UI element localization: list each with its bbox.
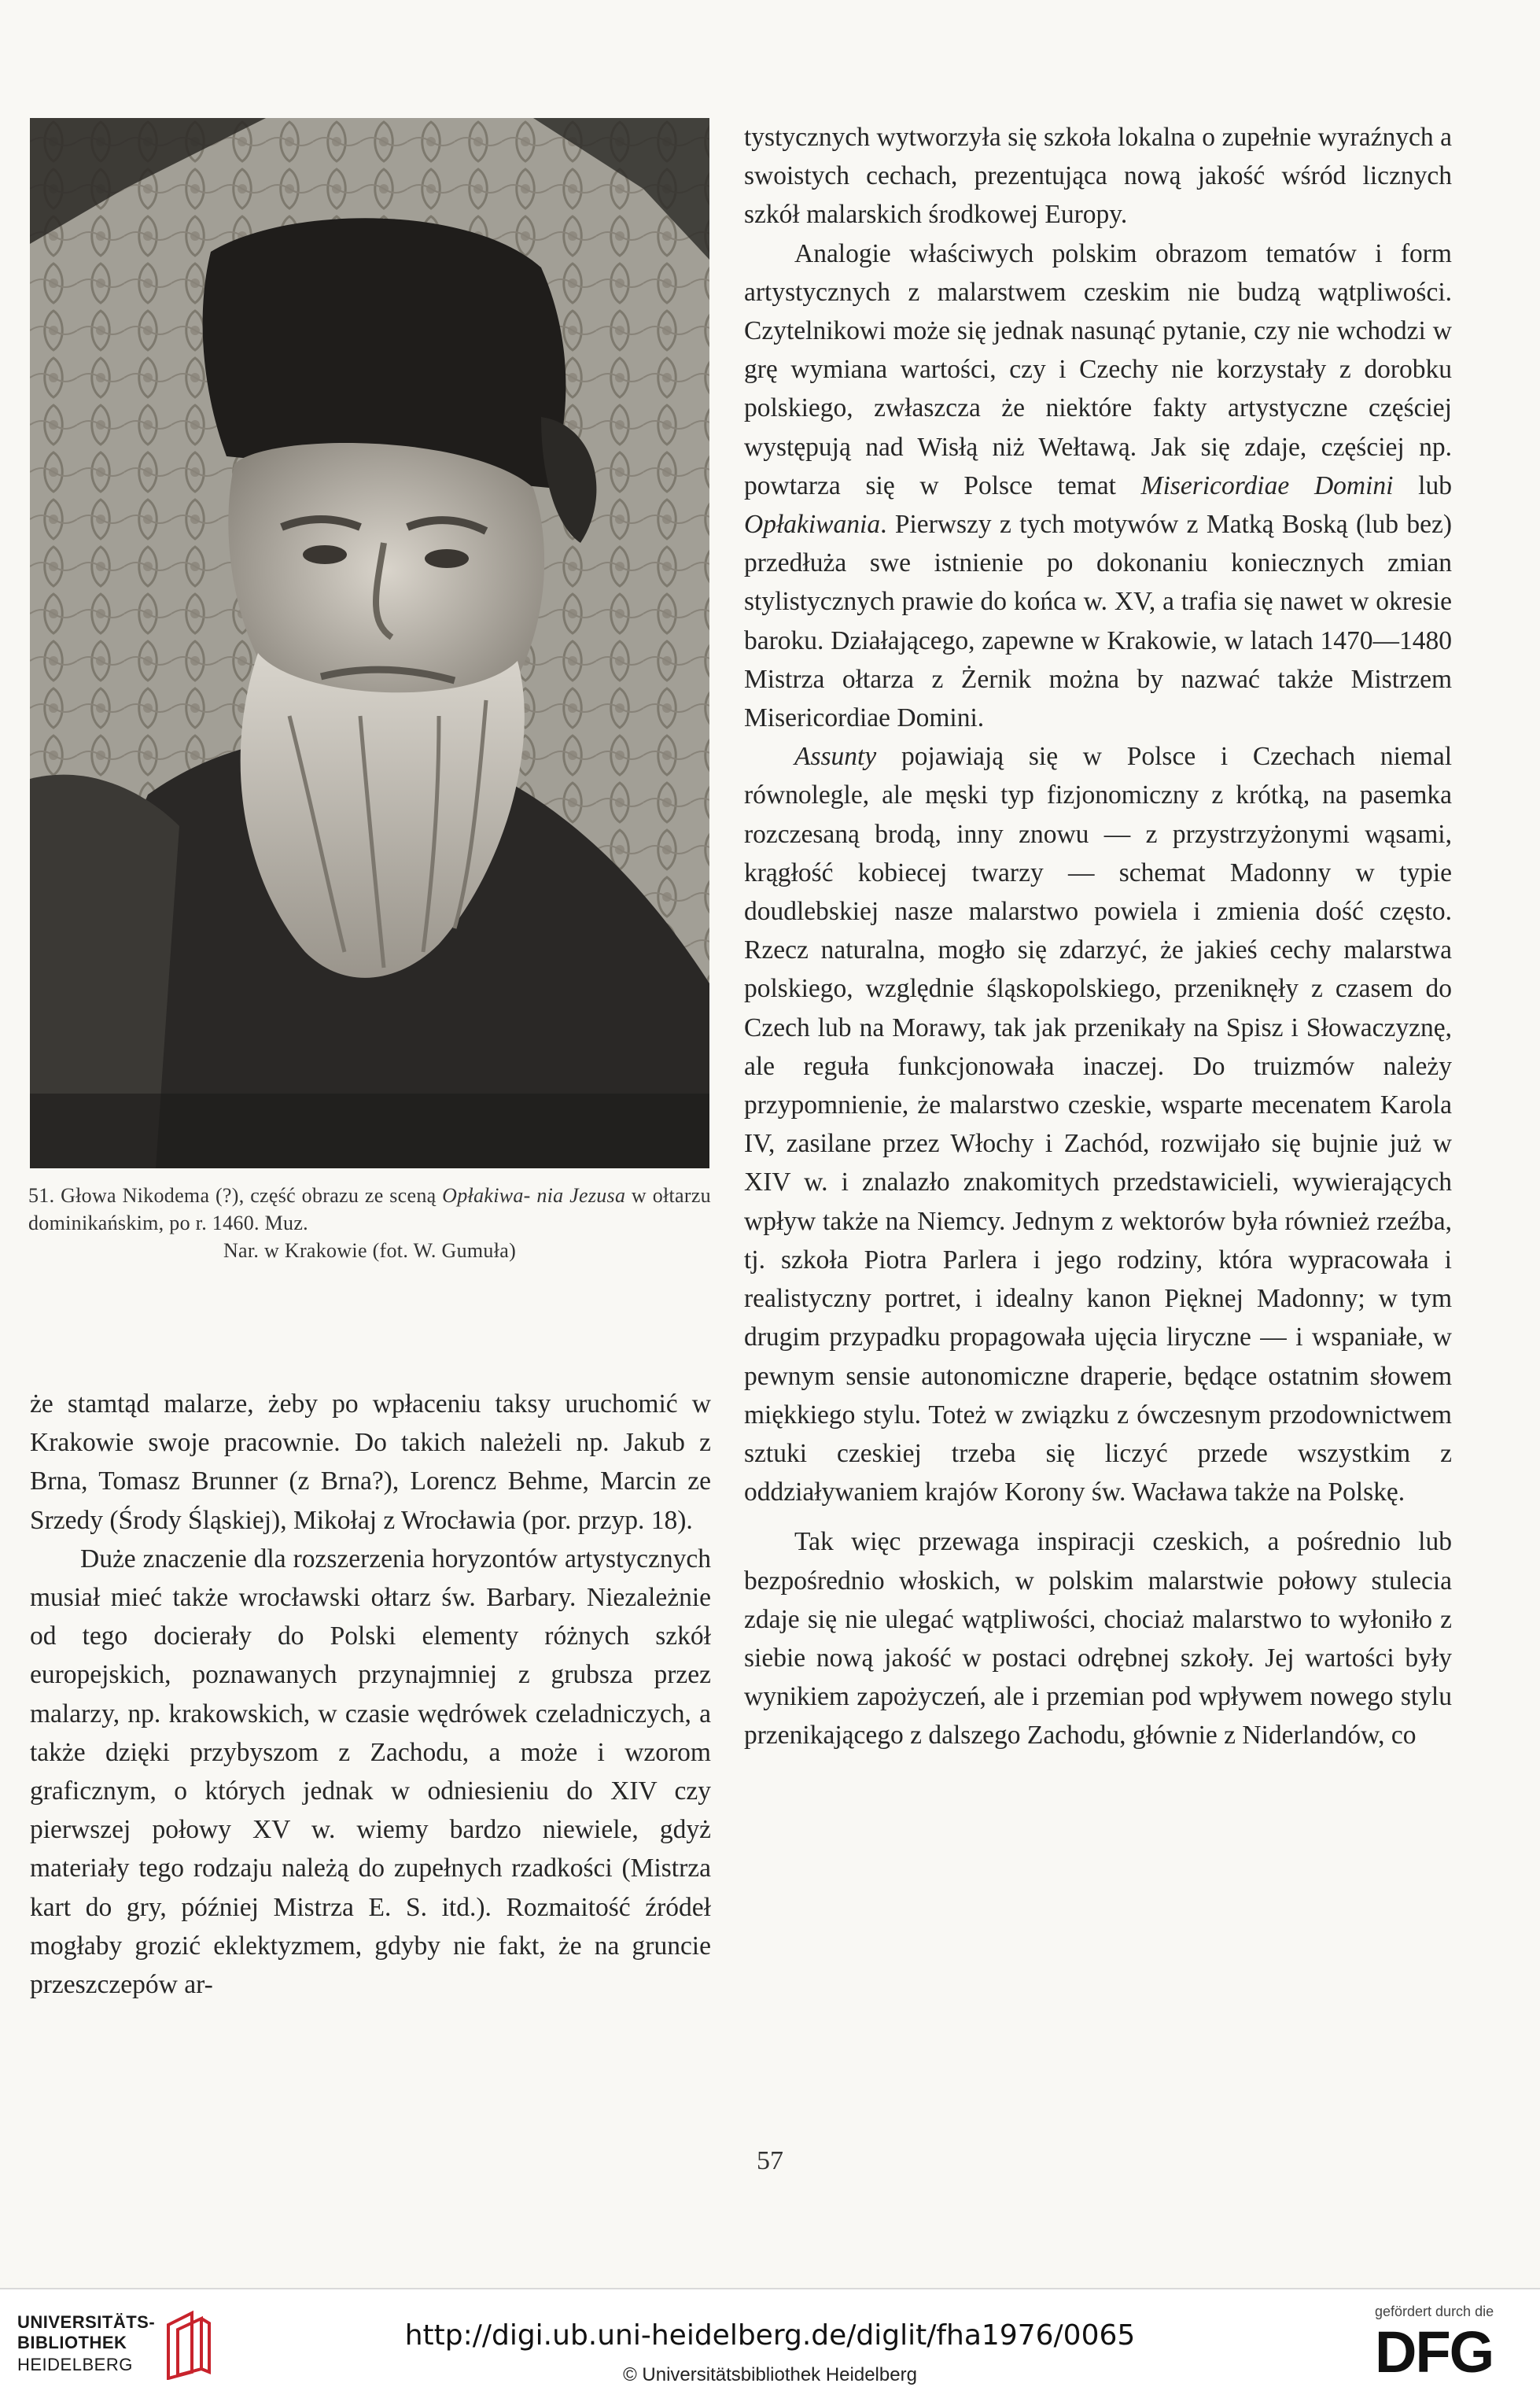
dfg-logo[interactable]: DFG — [1375, 2319, 1494, 2385]
right-paragraph-1: tystycznych wytworzyła się szkoła lokalna o zupełnie wyraźnych a swoistych cechach, prezentująca nową jakość wśród licznych szkół malarskich środkowej Europy. — [744, 123, 1452, 230]
right-text-column — [744, 118, 1452, 1755]
right-paragraph-3 — [744, 737, 1452, 1511]
caption-italic-1: Opłakiwa- — [442, 1184, 531, 1207]
right-paragraph-3-text: pojawiają się w Polsce i Czechach niemal równolegle, ale męski typ fizjonomiczny z krótką, na pasemka rozczesaną brodą, inny znowu — z przystrzyżonymi wąsami, krągłość kobiecej twarzy — schemat Madonny w typie doudlebskiej nasze malarstwo powiela i zmienia dość często. Rzecz naturalna, mogło się zdarzyć, że jakieś cechy malarstwa polskiego, względnie śląskopolskiego, przeniknęły z czasem do Czech lub na Morawy, tak jak przenikały na Spisz i Słowaczyznę, ale reguła funkcjonowała inaczej. Do truizmów należy przypomnienie, że malarstwo czeskie, wsparte mecenatem Karola IV, zasilane przez Włochy i Zachód, rozwijało się bujnie już w XIV w. i znalazło znakomitych przedstawicieli, wywierających wpływ także na Niemcy. Jednym z wektorów była również rzeźba, tj. szkoła Piotra Parlera i jego rodziny, która wypracowała i realistyczny portret, i idealny kanon Pięknej Madonny; w tym drugim przypadku propagowała ujęcia liryczne — i wspaniałe, w pewnym sensie autonomiczne draperie, będące ostatnim słowem miękkiego stylu. Toteż w związku z ówczesnym przodownictwem sztuki czeskiej trzeba się liczyć przede wszystkim z oddziaływaniem krajów Korony św. Wacława także na Polskę. — [744, 742, 1452, 1507]
copyright-notice: © Universitätsbibliothek Heidelberg — [623, 2364, 917, 2385]
right-paragraph-4: Tak więc przewaga inspiracji czeskich, a pośrednio lub bezpośrednio włoskich, w polskim malarstwie połowy stulecia zdaje się nie ulegać wątpliwości, chociaż malarstwo to wyłoniło z siebie nową jakość w postaci odrębnej szkoły. Jej wartości były wynikiem zapożyczeń, ale i przemian pod wpływem nowego stylu przenikającego z dalszego Zachodu, głównie z Niderlandów, co — [744, 1527, 1452, 1751]
caption-text-3: Nar. w Krakowie (fot. W. Gumuła) — [223, 1239, 517, 1262]
left-text-column — [30, 1385, 711, 2004]
caption-text-2: w ołtarzu dominikańskim, po r. 1460. Muz. — [28, 1184, 711, 1234]
caption-text-1: 51. Głowa Nikodema (?), część obrazu ze sceną — [28, 1184, 443, 1207]
right-paragraph-2 — [744, 234, 1452, 738]
figure-caption — [28, 1182, 711, 1264]
right-paragraph-2-italic-1: Misericordiae Domini — [1140, 470, 1394, 500]
left-paragraph-2: Duże znaczenie dla rozszerzenia horyzontów artystycznych musiał mieć także wrocławski ołtarz św. Barbary. Niezależnie od tego docierały do Polski elementy różnych szkół europejskich, poznawanych przynajmniej z grubsza przez malarzy, np. krakowskich, w czasie wędrówek czeladniczych, a także dzięki przybyszom z Zachodu, a może i wzorom graficznym, o których jednak w odniesieniu do XIV czy pierwszej połowy XV w. wiemy bardzo niewiele, gdyż materiały tego rodzaju należą do zupełnych rzadkości (Mistrza kart do gry, później Mistrza E. S. itd.). Rozmaitość źródeł mogłaby grozić eklektyzmem, gdyby nie fakt, że na gruncie przeszczepów ar- — [30, 1544, 711, 2000]
library-name-line-1: UNIVERSITÄTS- — [17, 2312, 156, 2332]
right-paragraph-2-text-a: Analogie właściwych polskim obrazom tematów i form artystycznych z malarstwem czeskim nie budzą wątpliwości. Czytelnikowi może się jednak nasunąć pytanie, czy nie wchodzi w grę wymiana wartości, czy i Czechy nie korzystały z dorobku polskiego, zwłaszcza że niektóre fakty artystyczne częściej występują nad Wisłą niż Wełtawą. Jak się zdaje, częściej np. powtarza się w Polsce temat — [744, 238, 1452, 500]
right-paragraph-3-italic: Assunty — [794, 742, 877, 772]
footer-bar — [0, 2288, 1540, 2398]
library-name-line-2: BIBLIOTHEK — [17, 2333, 127, 2352]
funding-caption: gefördert durch die — [1375, 2304, 1494, 2319]
library-name-line-3: HEIDELBERG — [17, 2355, 133, 2374]
page-number: 57 — [757, 2146, 783, 2175]
photograph-head-of-nicodemus — [30, 118, 709, 1168]
right-paragraph-2-italic-2: Opłakiwania — [744, 510, 881, 540]
permalink-url[interactable]: http://digi.ub.uni-heidelberg.de/diglit/fha1976/0065 — [404, 2319, 1136, 2352]
left-paragraph-1: że stamtąd malarze, żeby po wpłaceniu taksy uruchomić w Krakowie swoje pracownie. Do takich należeli np. Jakub z Brna, Tomasz Brunner (z Brna?), Lorencz Behme, Marcin ze Srzedy (Środy Śląskiej), Mikołaj z Wrocławia (por. przyp. 18). — [30, 1389, 711, 1535]
caption-italic-2: nia Jezusa — [536, 1184, 626, 1207]
right-paragraph-2-text-c: . Pierwszy z tych motywów z Matką Boską (lub bez) przedłuża swe istnienie po dokonaniu koniecznych zmian stylistycznych prawie do końca w. XV, a trafia się nawet w okresie baroku. Działającego, zapewne w Krakowie, w latach 1470—1480 Mistrza ołtarza z Żernik można by nazwać także Mistrzem Misericordiae Domini. — [744, 510, 1452, 733]
portrait-image — [30, 118, 709, 1168]
right-paragraph-2-text-b: lub — [1393, 470, 1452, 500]
